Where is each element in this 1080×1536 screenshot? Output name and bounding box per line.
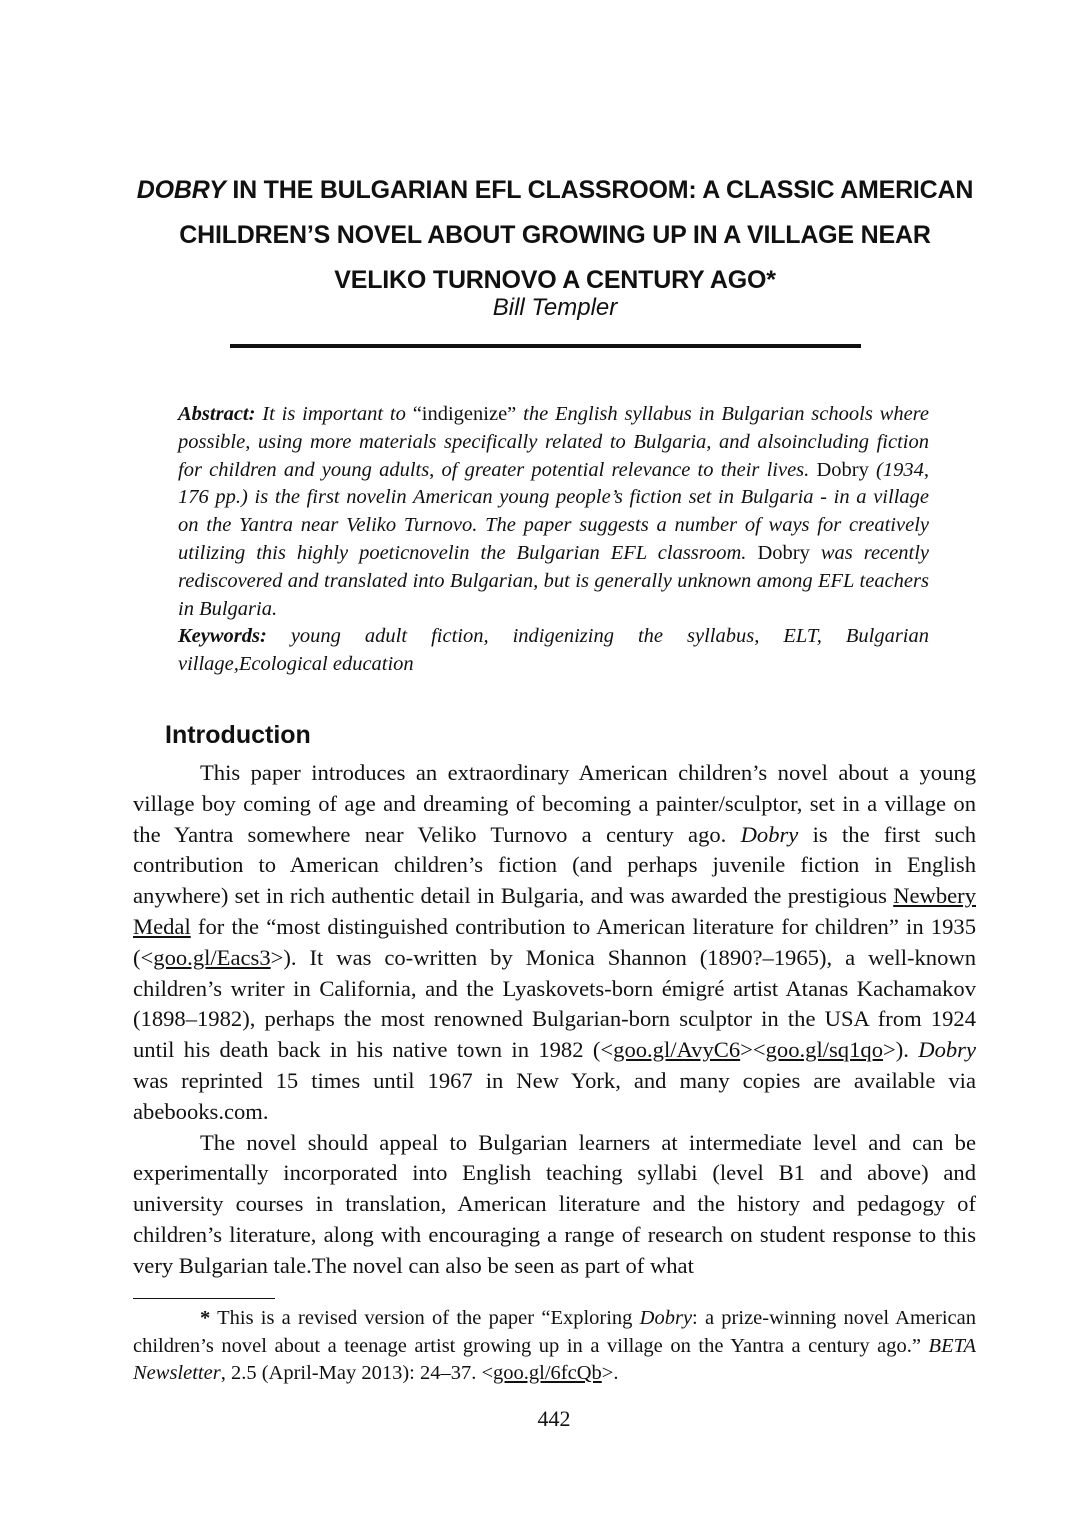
footnote-text: : a prize-winning novel American children’s novel about a teenage artist growing up in a village on the Yantra a century ago.” [133,1307,976,1357]
abstract-text: (1934, 176 pp.) is the first novelin American young people’s fiction set in Bulgaria - in a village on the Yantra near Veliko Turnovo. The paper suggests a number of ways for creatively utilizing this highly poeticnovelin the Bulgarian EFL classroom. [178,458,930,564]
footnote-text: >. [601,1362,619,1385]
title-lead-italic: DOBRY [136,176,226,204]
abstract-book-title: Dobry [757,541,810,564]
abstract-paragraph [178,401,929,623]
body-paragraph: The novel should appeal to Bulgarian learners at intermediate level and can be experimentally incorporated into English teaching syllabi (level B1 and above) and university courses in translation, American literature and the history and pedagogy of children’s literature, along with encouraging a range of research on student response to this very Bulgarian tale.The novel can also be seen as part of what [133,1129,976,1278]
title-line-1-rest: IN THE BULGARIAN EFL CLASSROOM: A CLASSIC AMERICAN [225,176,974,204]
title-line-1 [130,168,980,213]
abstract-book-title: Dobry [816,458,869,481]
footnote-mark: * [200,1307,211,1329]
keywords-paragraph [178,623,929,679]
keywords-label: Keywords: [178,625,267,648]
newbery-medal-link[interactable]: Newbery Medal [133,883,976,939]
keywords-text: young adult fiction, indigenizing the syllabus, ELT, Bulgarian village,Ecological education [178,625,929,676]
section-heading-introduction: Introduction [165,721,311,749]
book-title: Dobry [740,821,799,847]
footnote-book-title: Dobry [639,1307,693,1329]
title-line-3: VELIKO TURNOVO A CENTURY AGO* [334,266,776,294]
footnote [133,1305,976,1388]
abstract-text: was recently rediscovered and translated into Bulgarian, but is generally unknown among EFL teachers in Bulgaria. [178,541,929,620]
abstract-text: It is important to [255,403,413,425]
title-line-2: CHILDREN’S NOVEL ABOUT GROWING UP IN A VILLAGE NEAR [179,221,931,249]
abstract-label: Abstract: [178,403,256,425]
body-text: for the “most distinguished contribution to American literature for children” in 1935 (< [133,913,976,970]
body-text: was reprinted 15 times until 1967 in New York, and many copies are available via abebooks.com. [133,1067,976,1124]
footnote-link[interactable]: goo.gl/6fcQb [493,1362,602,1385]
footnote-text: This is a revised version of the paper “Exploring [210,1307,640,1329]
page-number: 442 [537,1406,571,1431]
footnote-journal-title: BETA Newsletter [133,1334,976,1385]
title-divider [230,344,861,348]
introduction-body [133,758,976,1282]
eacs3-link[interactable]: goo.gl/Eacs3 [153,944,271,970]
avyc6-link[interactable]: goo.gl/AvyC6 [613,1037,741,1063]
sq1qo-link[interactable]: goo.gl/sq1qo [765,1037,883,1063]
author-name: Bill Templer [492,294,618,321]
body-paragraph [133,758,976,1128]
footnote-divider [133,1298,275,1299]
abstract-text: “indigenize” [412,403,517,425]
paper-title [130,168,980,303]
footnote-text: , 2.5 (April-May 2013): 24–37. < [220,1362,494,1385]
body-text: >). It was co-written by Monica Shannon (1890?–1965), a well-known children’s writer in California, and the Lyaskovets-born émigré artist Atanas Kachamakov (1898–1982), perhaps the most renowned Bulgarian-born sculptor in the USA from 1924 until his death back in his native town in 1982 (< [133,944,976,1063]
body-text: This paper introduces an extraordinary American children’s novel about a young village boy coming of age and dreaming of becoming a painter/sculptor, set in a village on the Yantra somewhere near Veliko Turnovo a century ago. [133,760,976,847]
body-text: is the first such contribution to American children’s fiction (and perhaps juvenile fiction in English anywhere) set in rich authentic detail in Bulgaria, and was awarded the prestigious [133,821,976,909]
abstract-block [178,401,929,679]
abstract-text: the English syllabus in Bulgarian schools where possible, using more materials specifically related to Bulgaria, and alsoincluding fiction for children and young adults, of greater potential relevance to their lives. [178,403,929,481]
body-text: >< [740,1037,766,1063]
footnote-paragraph [133,1305,976,1388]
body-text: >). [883,1037,919,1063]
book-title: Dobry [918,1037,976,1063]
